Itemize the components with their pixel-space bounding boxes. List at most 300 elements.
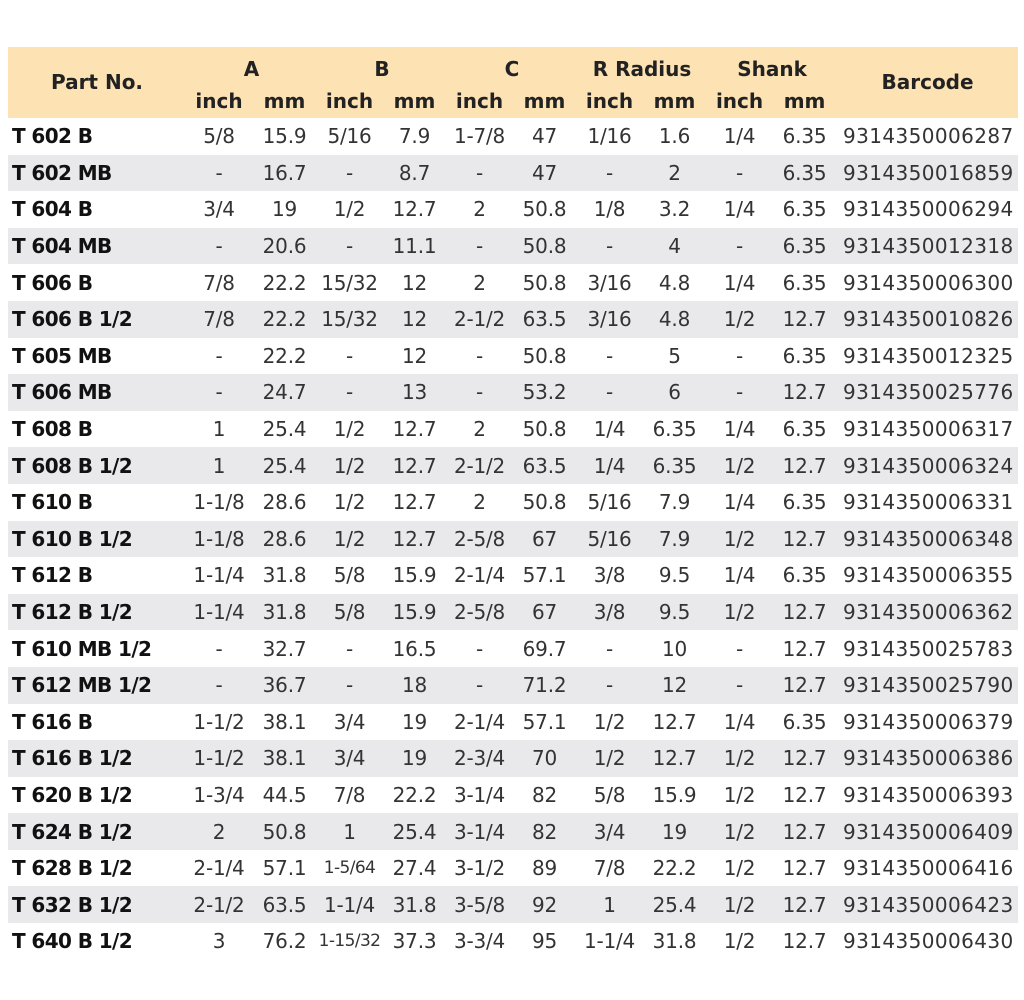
shank-mm-cell: 12.7	[772, 886, 837, 923]
a-inch-cell: -	[186, 338, 252, 375]
shank-inch-cell: 1/2	[707, 447, 772, 484]
shank-mm-cell: 6.35	[772, 155, 837, 192]
r-radius-mm-cell: 4.8	[642, 301, 707, 338]
c-inch-cell: 3-1/4	[447, 813, 512, 850]
a-mm-cell: 22.2	[252, 301, 317, 338]
b-mm-cell: 8.7	[382, 155, 447, 192]
c-inch-cell: -	[447, 667, 512, 704]
r-radius-mm-cell: 4.8	[642, 264, 707, 301]
barcode-header: Barcode	[837, 47, 1018, 118]
table-row	[8, 557, 1018, 594]
shank-inch-cell: 1/2	[707, 850, 772, 887]
r-radius-inch-cell: -	[577, 228, 642, 265]
table-row	[8, 850, 1018, 887]
part-no-cell: T 606 B 1/2	[8, 301, 186, 338]
r-radius-inch-cell: 3/16	[577, 264, 642, 301]
unit-header-c-mm: mm	[512, 83, 577, 118]
a-mm-cell: 15.9	[252, 118, 317, 155]
a-mm-cell: 76.2	[252, 923, 317, 960]
table-row	[8, 667, 1018, 704]
barcode-cell: 9314350010826	[837, 301, 1018, 338]
a-inch-cell: 1-1/2	[186, 704, 252, 741]
r-radius-inch-cell: -	[577, 630, 642, 667]
c-inch-cell: 2-5/8	[447, 594, 512, 631]
barcode-cell: 9314350006355	[837, 557, 1018, 594]
a-mm-cell: 19	[252, 191, 317, 228]
router-bit-spec-table	[8, 47, 1018, 960]
shank-mm-cell: 12.7	[772, 447, 837, 484]
shank-mm-cell: 12.7	[772, 740, 837, 777]
b-inch-cell: 1	[317, 813, 382, 850]
part-no-cell: T 640 B 1/2	[8, 923, 186, 960]
a-inch-cell: 1	[186, 447, 252, 484]
c-inch-cell: 2	[447, 411, 512, 448]
shank-mm-cell: 6.35	[772, 338, 837, 375]
c-mm-cell: 63.5	[512, 447, 577, 484]
c-inch-cell: 3-1/2	[447, 850, 512, 887]
table-row	[8, 886, 1018, 923]
r-radius-inch-cell: 3/16	[577, 301, 642, 338]
barcode-cell: 9314350006362	[837, 594, 1018, 631]
b-inch-cell: 1/2	[317, 484, 382, 521]
c-inch-cell: 2	[447, 191, 512, 228]
barcode-cell: 9314350006416	[837, 850, 1018, 887]
b-mm-cell: 31.8	[382, 886, 447, 923]
r-radius-mm-cell: 25.4	[642, 886, 707, 923]
unit-header-a-inch: inch	[186, 83, 252, 118]
a-mm-cell: 50.8	[252, 813, 317, 850]
barcode-cell: 9314350006294	[837, 191, 1018, 228]
r-radius-inch-cell: 5/16	[577, 484, 642, 521]
shank-mm-cell: 12.7	[772, 667, 837, 704]
shank-mm-cell: 6.35	[772, 264, 837, 301]
barcode-cell: 9314350006386	[837, 740, 1018, 777]
table-row	[8, 594, 1018, 631]
r-radius-mm-cell: 7.9	[642, 521, 707, 558]
unit-header-b-mm: mm	[382, 83, 447, 118]
shank-inch-cell: -	[707, 630, 772, 667]
a-inch-cell: -	[186, 374, 252, 411]
shank-mm-cell: 6.35	[772, 118, 837, 155]
r-radius-mm-cell: 10	[642, 630, 707, 667]
shank-inch-cell: 1/4	[707, 191, 772, 228]
shank-mm-cell: 6.35	[772, 704, 837, 741]
barcode-cell: 9314350006423	[837, 886, 1018, 923]
shank-inch-cell: 1/4	[707, 118, 772, 155]
b-mm-cell: 12	[382, 301, 447, 338]
a-inch-cell: 1-1/8	[186, 521, 252, 558]
a-mm-cell: 36.7	[252, 667, 317, 704]
a-inch-cell: 2	[186, 813, 252, 850]
c-inch-cell: 3-3/4	[447, 923, 512, 960]
table-row	[8, 777, 1018, 814]
part-no-cell: T 606 MB	[8, 374, 186, 411]
shank-mm-cell: 12.7	[772, 777, 837, 814]
shank-inch-cell: -	[707, 155, 772, 192]
a-mm-cell: 44.5	[252, 777, 317, 814]
barcode-cell: 9314350006300	[837, 264, 1018, 301]
barcode-cell: 9314350025790	[837, 667, 1018, 704]
c-mm-cell: 50.8	[512, 264, 577, 301]
c-mm-cell: 69.7	[512, 630, 577, 667]
a-mm-cell: 32.7	[252, 630, 317, 667]
c-inch-cell: 2-1/2	[447, 301, 512, 338]
a-inch-cell: 1-1/4	[186, 594, 252, 631]
unit-header-c-inch: inch	[447, 83, 512, 118]
c-inch-cell: -	[447, 338, 512, 375]
table-row	[8, 301, 1018, 338]
part-no-cell: T 605 MB	[8, 338, 186, 375]
a-inch-cell: 1	[186, 411, 252, 448]
part-no-cell: T 604 B	[8, 191, 186, 228]
c-mm-cell: 67	[512, 521, 577, 558]
unit-header-b-inch: inch	[317, 83, 382, 118]
c-mm-cell: 50.8	[512, 411, 577, 448]
r-radius-inch-cell: -	[577, 374, 642, 411]
r-radius-inch-cell: 7/8	[577, 850, 642, 887]
shank-mm-cell: 12.7	[772, 521, 837, 558]
c-inch-cell: 3-1/4	[447, 777, 512, 814]
b-mm-cell: 12.7	[382, 191, 447, 228]
b-mm-cell: 12.7	[382, 484, 447, 521]
unit-header-a-mm: mm	[252, 83, 317, 118]
c-inch-cell: 2-1/4	[447, 704, 512, 741]
b-inch-cell: -	[317, 228, 382, 265]
r-radius-mm-cell: 15.9	[642, 777, 707, 814]
r-radius-mm-cell: 12	[642, 667, 707, 704]
b-inch-cell: 15/32	[317, 264, 382, 301]
b-mm-cell: 12.7	[382, 521, 447, 558]
b-mm-cell: 22.2	[382, 777, 447, 814]
shank-inch-cell: 1/2	[707, 813, 772, 850]
r-radius-inch-cell: 3/8	[577, 557, 642, 594]
c-inch-cell: 1-7/8	[447, 118, 512, 155]
part-no-cell: T 610 B	[8, 484, 186, 521]
b-mm-cell: 12	[382, 338, 447, 375]
b-mm-cell: 12	[382, 264, 447, 301]
c-mm-cell: 92	[512, 886, 577, 923]
r-radius-inch-cell: 1/4	[577, 411, 642, 448]
r-radius-inch-cell: -	[577, 667, 642, 704]
barcode-cell: 9314350025776	[837, 374, 1018, 411]
r-radius-inch-cell: 1/8	[577, 191, 642, 228]
r-radius-mm-cell: 31.8	[642, 923, 707, 960]
b-mm-cell: 19	[382, 740, 447, 777]
a-mm-cell: 28.6	[252, 484, 317, 521]
c-mm-cell: 50.8	[512, 484, 577, 521]
b-mm-cell: 12.7	[382, 447, 447, 484]
r-radius-mm-cell: 7.9	[642, 484, 707, 521]
shank-inch-cell: 1/4	[707, 557, 772, 594]
b-mm-cell: 37.3	[382, 923, 447, 960]
b-inch-cell: -	[317, 374, 382, 411]
r-radius-mm-cell: 6.35	[642, 447, 707, 484]
barcode-cell: 9314350006317	[837, 411, 1018, 448]
a-mm-cell: 25.4	[252, 447, 317, 484]
barcode-cell: 9314350012318	[837, 228, 1018, 265]
part-no-cell: T 624 B 1/2	[8, 813, 186, 850]
b-mm-cell: 11.1	[382, 228, 447, 265]
c-inch-cell: 2-1/4	[447, 557, 512, 594]
r-radius-mm-cell: 22.2	[642, 850, 707, 887]
b-inch-cell: 5/8	[317, 557, 382, 594]
barcode-cell: 9314350012325	[837, 338, 1018, 375]
part-no-cell: T 608 B	[8, 411, 186, 448]
shank-mm-cell: 6.35	[772, 484, 837, 521]
r-radius-inch-cell: 3/8	[577, 594, 642, 631]
a-mm-cell: 31.8	[252, 557, 317, 594]
shank-mm-cell: 12.7	[772, 630, 837, 667]
r-radius-mm-cell: 19	[642, 813, 707, 850]
table-row	[8, 740, 1018, 777]
c-mm-cell: 50.8	[512, 338, 577, 375]
c-mm-cell: 82	[512, 813, 577, 850]
b-mm-cell: 27.4	[382, 850, 447, 887]
c-mm-cell: 89	[512, 850, 577, 887]
a-mm-cell: 63.5	[252, 886, 317, 923]
table-row	[8, 191, 1018, 228]
table-row	[8, 923, 1018, 960]
b-inch-cell: -	[317, 155, 382, 192]
a-mm-cell: 20.6	[252, 228, 317, 265]
b-inch-cell: 5/8	[317, 594, 382, 631]
b-inch-cell: 1-15/32	[317, 923, 382, 960]
shank-inch-cell: 1/2	[707, 740, 772, 777]
part-no-cell: T 620 B 1/2	[8, 777, 186, 814]
c-mm-cell: 57.1	[512, 704, 577, 741]
table-row	[8, 118, 1018, 155]
b-inch-cell: -	[317, 630, 382, 667]
barcode-cell: 9314350006393	[837, 777, 1018, 814]
group-header-c: C	[447, 47, 577, 83]
b-mm-cell: 16.5	[382, 630, 447, 667]
a-inch-cell: 7/8	[186, 264, 252, 301]
header-group-row	[8, 47, 1018, 83]
shank-inch-cell: -	[707, 338, 772, 375]
shank-inch-cell: 1/4	[707, 411, 772, 448]
a-inch-cell: 3	[186, 923, 252, 960]
r-radius-inch-cell: 5/16	[577, 521, 642, 558]
part-no-cell: T 616 B 1/2	[8, 740, 186, 777]
a-mm-cell: 22.2	[252, 338, 317, 375]
c-mm-cell: 71.2	[512, 667, 577, 704]
table-header	[8, 47, 1018, 118]
barcode-cell: 9314350006409	[837, 813, 1018, 850]
a-inch-cell: 2-1/2	[186, 886, 252, 923]
a-inch-cell: -	[186, 228, 252, 265]
shank-mm-cell: 12.7	[772, 813, 837, 850]
c-mm-cell: 63.5	[512, 301, 577, 338]
part-no-cell: T 612 B	[8, 557, 186, 594]
part-no-cell: T 606 B	[8, 264, 186, 301]
table-row	[8, 228, 1018, 265]
table-row	[8, 338, 1018, 375]
part-no-cell: T 608 B 1/2	[8, 447, 186, 484]
c-inch-cell: -	[447, 630, 512, 667]
r-radius-mm-cell: 6	[642, 374, 707, 411]
a-inch-cell: 3/4	[186, 191, 252, 228]
shank-inch-cell: 1/4	[707, 484, 772, 521]
part-no-header: Part No.	[8, 47, 186, 118]
r-radius-inch-cell: -	[577, 155, 642, 192]
c-inch-cell: 3-5/8	[447, 886, 512, 923]
r-radius-inch-cell: 1/2	[577, 704, 642, 741]
shank-mm-cell: 12.7	[772, 850, 837, 887]
shank-inch-cell: 1/4	[707, 704, 772, 741]
b-inch-cell: 15/32	[317, 301, 382, 338]
shank-inch-cell: 1/4	[707, 264, 772, 301]
c-mm-cell: 47	[512, 155, 577, 192]
shank-mm-cell: 6.35	[772, 411, 837, 448]
b-mm-cell: 19	[382, 704, 447, 741]
part-no-cell: T 632 B 1/2	[8, 886, 186, 923]
shank-inch-cell: 1/2	[707, 886, 772, 923]
c-mm-cell: 47	[512, 118, 577, 155]
a-inch-cell: 1-1/8	[186, 484, 252, 521]
a-inch-cell: 2-1/4	[186, 850, 252, 887]
a-inch-cell: 1-1/4	[186, 557, 252, 594]
part-no-cell: T 616 B	[8, 704, 186, 741]
part-no-cell: T 602 MB	[8, 155, 186, 192]
shank-inch-cell: 1/2	[707, 777, 772, 814]
c-mm-cell: 70	[512, 740, 577, 777]
shank-inch-cell: 1/2	[707, 521, 772, 558]
table-row	[8, 411, 1018, 448]
shank-mm-cell: 6.35	[772, 557, 837, 594]
a-mm-cell: 25.4	[252, 411, 317, 448]
c-inch-cell: 2-1/2	[447, 447, 512, 484]
c-mm-cell: 82	[512, 777, 577, 814]
shank-inch-cell: -	[707, 374, 772, 411]
shank-mm-cell: 6.35	[772, 191, 837, 228]
c-mm-cell: 50.8	[512, 228, 577, 265]
b-mm-cell: 25.4	[382, 813, 447, 850]
table-row	[8, 264, 1018, 301]
shank-inch-cell: -	[707, 667, 772, 704]
b-inch-cell: 3/4	[317, 704, 382, 741]
a-inch-cell: -	[186, 667, 252, 704]
part-no-cell: T 610 B 1/2	[8, 521, 186, 558]
b-inch-cell: 3/4	[317, 740, 382, 777]
r-radius-mm-cell: 3.2	[642, 191, 707, 228]
r-radius-mm-cell: 4	[642, 228, 707, 265]
c-mm-cell: 57.1	[512, 557, 577, 594]
c-inch-cell: 2-5/8	[447, 521, 512, 558]
a-inch-cell: 1-1/2	[186, 740, 252, 777]
r-radius-inch-cell: -	[577, 338, 642, 375]
r-radius-inch-cell: 1/2	[577, 740, 642, 777]
b-mm-cell: 15.9	[382, 594, 447, 631]
r-radius-mm-cell: 12.7	[642, 740, 707, 777]
shank-inch-cell: 1/2	[707, 923, 772, 960]
b-mm-cell: 12.7	[382, 411, 447, 448]
a-mm-cell: 16.7	[252, 155, 317, 192]
c-inch-cell: -	[447, 374, 512, 411]
c-mm-cell: 95	[512, 923, 577, 960]
barcode-cell: 9314350006348	[837, 521, 1018, 558]
shank-inch-cell: -	[707, 228, 772, 265]
part-no-cell: T 628 B 1/2	[8, 850, 186, 887]
unit-header-shank-inch: inch	[707, 83, 772, 118]
c-mm-cell: 50.8	[512, 191, 577, 228]
shank-inch-cell: 1/2	[707, 594, 772, 631]
shank-mm-cell: 12.7	[772, 301, 837, 338]
a-mm-cell: 22.2	[252, 264, 317, 301]
part-no-cell: T 612 B 1/2	[8, 594, 186, 631]
r-radius-inch-cell: 1-1/4	[577, 923, 642, 960]
b-inch-cell: 1/2	[317, 411, 382, 448]
part-no-cell: T 602 B	[8, 118, 186, 155]
table-row	[8, 374, 1018, 411]
b-inch-cell: 1/2	[317, 521, 382, 558]
barcode-cell: 9314350006331	[837, 484, 1018, 521]
c-inch-cell: 2	[447, 484, 512, 521]
a-mm-cell: 38.1	[252, 740, 317, 777]
barcode-cell: 9314350006287	[837, 118, 1018, 155]
table-row	[8, 521, 1018, 558]
b-inch-cell: -	[317, 667, 382, 704]
unit-header-r-radius-mm: mm	[642, 83, 707, 118]
r-radius-mm-cell: 5	[642, 338, 707, 375]
b-inch-cell: 1-5/64	[317, 850, 382, 887]
r-radius-inch-cell: 5/8	[577, 777, 642, 814]
table-row	[8, 630, 1018, 667]
b-inch-cell: 7/8	[317, 777, 382, 814]
shank-mm-cell: 12.7	[772, 923, 837, 960]
r-radius-mm-cell: 9.5	[642, 557, 707, 594]
c-inch-cell: 2-3/4	[447, 740, 512, 777]
shank-mm-cell: 6.35	[772, 228, 837, 265]
shank-mm-cell: 12.7	[772, 374, 837, 411]
a-inch-cell: 5/8	[186, 118, 252, 155]
c-mm-cell: 53.2	[512, 374, 577, 411]
a-inch-cell: -	[186, 155, 252, 192]
b-mm-cell: 18	[382, 667, 447, 704]
c-inch-cell: -	[447, 155, 512, 192]
b-inch-cell: 5/16	[317, 118, 382, 155]
b-mm-cell: 15.9	[382, 557, 447, 594]
spec-table-container	[8, 47, 1018, 960]
a-mm-cell: 31.8	[252, 594, 317, 631]
group-header-a: A	[186, 47, 317, 83]
a-inch-cell: -	[186, 630, 252, 667]
c-inch-cell: 2	[447, 264, 512, 301]
table-row	[8, 704, 1018, 741]
barcode-cell: 9314350006430	[837, 923, 1018, 960]
b-mm-cell: 7.9	[382, 118, 447, 155]
table-row	[8, 484, 1018, 521]
a-mm-cell: 57.1	[252, 850, 317, 887]
r-radius-inch-cell: 1/4	[577, 447, 642, 484]
group-header-b: B	[317, 47, 447, 83]
barcode-cell: 9314350025783	[837, 630, 1018, 667]
r-radius-mm-cell: 9.5	[642, 594, 707, 631]
b-inch-cell: 1/2	[317, 191, 382, 228]
table-row	[8, 813, 1018, 850]
barcode-cell: 9314350006379	[837, 704, 1018, 741]
shank-inch-cell: 1/2	[707, 301, 772, 338]
b-inch-cell: 1-1/4	[317, 886, 382, 923]
r-radius-mm-cell: 2	[642, 155, 707, 192]
r-radius-inch-cell: 3/4	[577, 813, 642, 850]
b-mm-cell: 13	[382, 374, 447, 411]
table-row	[8, 447, 1018, 484]
group-header-r-radius: R Radius	[577, 47, 707, 83]
r-radius-inch-cell: 1/16	[577, 118, 642, 155]
unit-header-r-radius-inch: inch	[577, 83, 642, 118]
a-mm-cell: 38.1	[252, 704, 317, 741]
shank-mm-cell: 12.7	[772, 594, 837, 631]
